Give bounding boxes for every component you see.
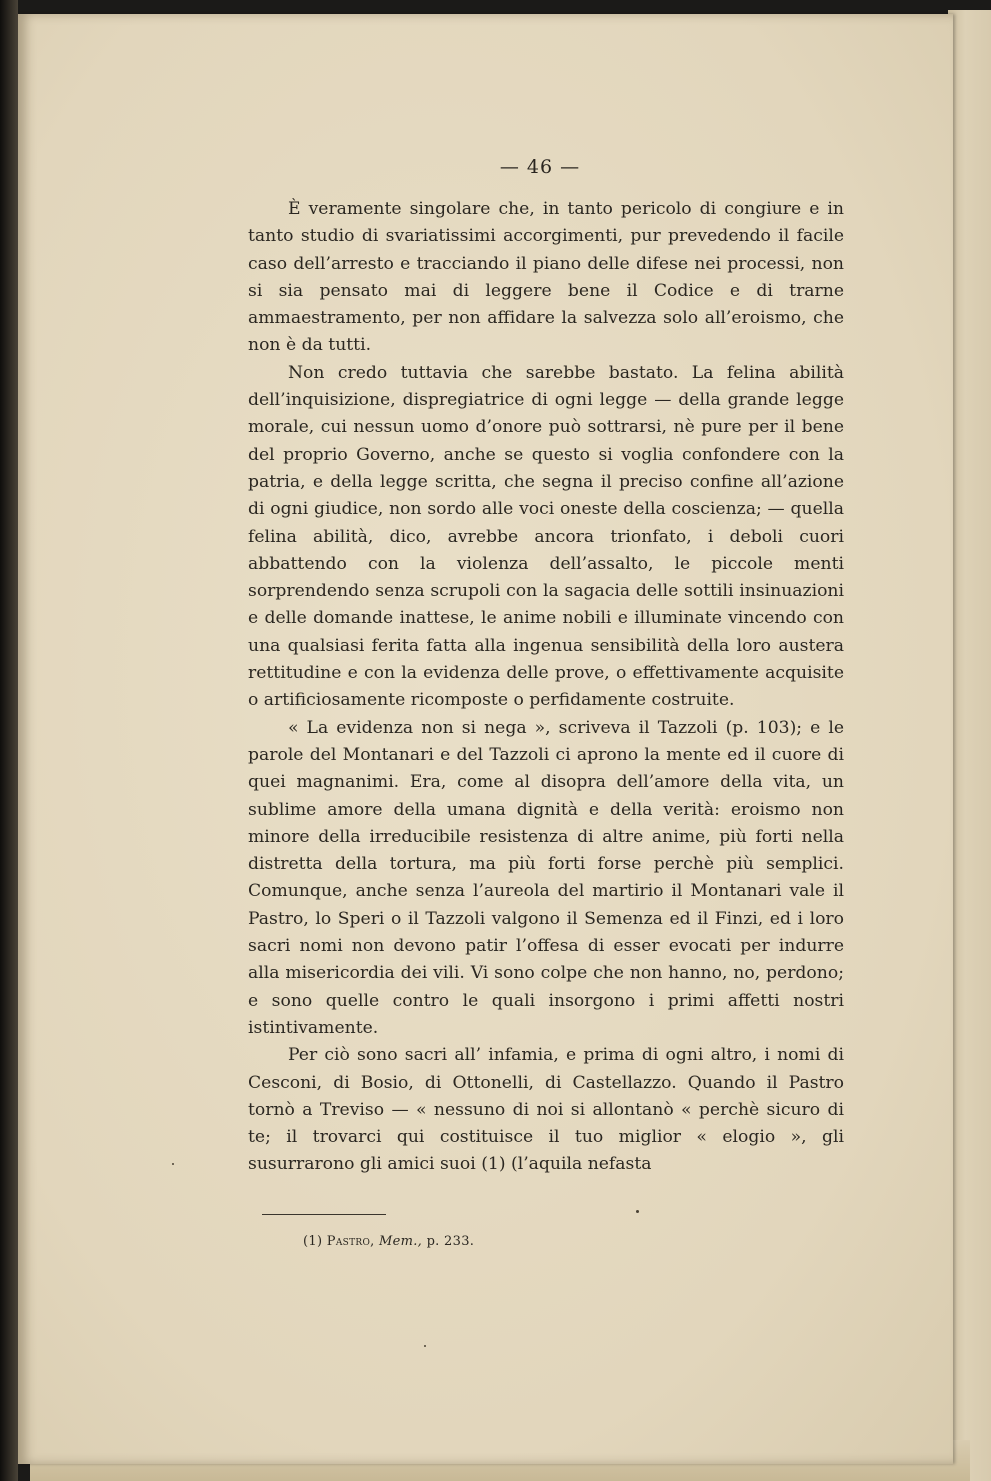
paragraph-3: « La evidenza non si nega », scriveva il Tazzoli (p. 103); e le parole del Montanari e del Tazzoli ci aprono la mente ed il cuore di quei magnanimi. Era, come al disopra dell’amore della vita, un sublime amore della umana dignità e della verità: eroismo non minore della irreducibile resistenza di altre anime, più forti nella distretta della tortura, ma più forti forse perchè più semplici. Comunque, anche senza l’aureola del martirio il Montanari vale il Pastro, lo Speri o il Tazzoli valgono il Semenza ed il Finzi, ed i loro sacri nomi non devono patir l’offesa di esser evocati per indurre alla misericordia dei vili. Vi sono colpe che non hanno, no, perdono; e sono quelle contro le quali insorgono i primi affetti nostri istintivamente. <box>248 717 844 1038</box>
footnote-title: Mem., <box>379 1234 423 1249</box>
footnote-author: Pastro, <box>326 1234 375 1249</box>
paper-speck <box>636 1210 639 1213</box>
page-number: — 46 — <box>499 156 581 178</box>
next-page-edge <box>948 10 991 1481</box>
scan-backdrop-left <box>0 0 18 1481</box>
footnote <box>303 1234 474 1249</box>
paper-speck <box>172 1163 174 1165</box>
paragraph-2: Non credo tuttavia che sarebbe bastato. La felina abilità dell’inquisizione, dispregiatrice di ogni legge — della grande legge morale, cui nessun uomo d’onore può sottrarsi, nè pure per il bene del proprio Governo, anche se questo si voglia confondere con la patria, e della legge scritta, che segna il preciso confine all’azione di ogni giudice, non sordo alle voci oneste della coscienza; — quella felina abilità, dico, avrebbe ancora trionfato, i deboli cuori abbattendo con la violenza dell’assalto, le piccole menti sorprendendo senza scrupoli con la sagacia delle sottili insinuazioni e delle domande inattese, le anime nobili e illuminate vincendo con una qualsiasi ferita fatta alla ingenua sensibilità della loro austera rettitudine e con la evidenza delle prove, o effettivamente acquisite o artificiosamente ricomposte o perfidamente costruite. <box>248 362 844 711</box>
paragraph-4: Per ciò sono sacri all’ infamia, e prima di ogni altro, i nomi di Cesconi, di Bosio, di Ottonelli, di Castellazzo. Quando il Pastro tornò a Treviso — « nessuno di noi si allontanò « perchè sicuro di te; il trovarci qui costituisce il tuo miglior « elogio », gli susurrarono gli amici suoi (1) (l’aquila nefasta <box>248 1045 844 1175</box>
paper-speck <box>424 1345 426 1347</box>
footnote-page: p. 233. <box>426 1234 475 1249</box>
footnote-divider <box>262 1214 386 1215</box>
footnote-marker: (1) <box>303 1234 323 1249</box>
paragraph-1: È veramente singolare che, in tanto pericolo di congiure e in tanto studio di svariatissimi accorgimenti, pur prevedendo il facile caso dell’arresto e tracciando il piano delle difese nei processi, non si sia pensato mai di leggere bene il Codice e di trarne ammaestramento, per non affidare la salvezza solo all’eroismo, che non è da tutti. <box>248 199 844 356</box>
body-text <box>248 196 844 1179</box>
